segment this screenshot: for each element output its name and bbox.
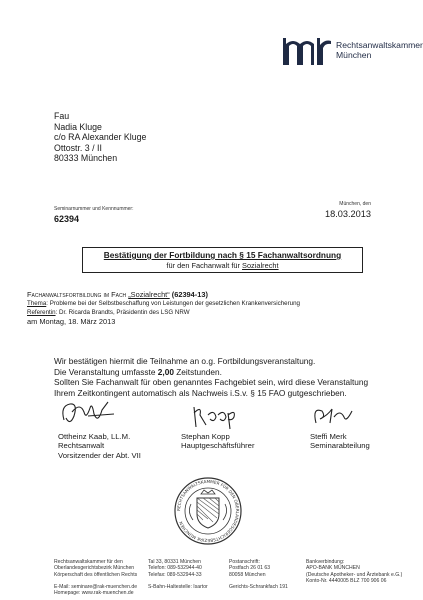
confirmation-line3: Sollten Sie Fachanwalt für oben genanntes Fachgebiet sein, wird diese Veranstaltung <box>54 377 369 387</box>
org-name-line2: München <box>336 50 372 60</box>
course-prefix: Fachanwaltsfortbildung im Fach <box>27 290 129 299</box>
footer-line: Tal 33, 80331 München <box>148 559 201 565</box>
footer-line: Rechtsanwaltskammer für den <box>54 559 123 565</box>
speaker-text: : Dr. Ricarda Brandts, Präsidentin des LSG NRW <box>55 309 190 316</box>
course-topic <box>27 299 300 308</box>
signatory-role: Rechtsanwalt <box>58 441 105 451</box>
signatory-kaab <box>58 432 141 460</box>
recipient-city: 80333 München <box>54 153 118 164</box>
topic-text: : Probleme bei der Selbstbeschaffung von Leistungen der gesetzlichen Krankenversicherung <box>46 300 300 307</box>
recipient-salutation: Fau <box>54 111 70 121</box>
confirmation-heading-box <box>82 247 363 273</box>
footer-line: S-Bahn-Haltestelle: Isartor <box>148 584 208 591</box>
footer-bank <box>306 559 402 584</box>
hours-value: 2,00 <box>157 366 174 377</box>
hours-prefix: Die Veranstaltung umfasste <box>54 366 158 377</box>
signature-merk-icon <box>310 403 358 429</box>
heading-subtitle <box>83 261 362 270</box>
official-seal-icon <box>173 476 243 546</box>
confirmation-line1: Wir bestätigen hiermit die Teilnahme an o.g. Fortbildungsveranstaltung. <box>54 356 316 366</box>
footer-line: APO-BANK MÜNCHEN <box>306 565 360 572</box>
footer-line: 80058 München <box>229 571 266 578</box>
footer-chamber <box>54 559 137 597</box>
heading-sub-field: Sozialrecht <box>242 261 279 270</box>
course-details <box>27 290 300 326</box>
letter-date: 18.03.2013 <box>325 209 371 219</box>
footer-phone: Telefon: 089-532944-40 <box>148 565 202 572</box>
footer-line: Konto-Nr. 4440005 BLZ 700 906 06 <box>306 577 387 584</box>
course-speaker <box>27 308 300 317</box>
course-line <box>27 290 300 299</box>
signatory-name: Ottheinz Kaab, LL.M. <box>58 432 131 441</box>
course-date: am Montag, 18. März 2013 <box>27 317 116 326</box>
footer-email[interactable]: E-Mail: seminare@rak-muenchen.de <box>54 584 138 591</box>
signatory-role-2: Vorsitzender der Abt. VII <box>58 450 141 460</box>
signatory-name: Steffi Merk <box>310 432 347 441</box>
recipient-name: Nadia Kluge <box>54 121 102 132</box>
footer-fax: Telefax: 089-532944-33 <box>148 571 202 578</box>
footer-line: Oberlandesgerichtsbezirk München <box>54 565 135 572</box>
signatory-merk <box>310 432 370 451</box>
recipient-address <box>54 111 146 164</box>
seminar-number-label: Seminarnummer und Kennnummer: <box>54 206 134 212</box>
speaker-label: Referentin <box>27 309 56 316</box>
signature-kaab-icon <box>58 398 118 432</box>
signatory-role: Seminarabteilung <box>310 441 370 451</box>
place-label: München, den <box>339 201 371 207</box>
footer-line: Postfach 26 01 63 <box>229 565 271 572</box>
heading-sub-prefix: für den Fachanwalt für <box>166 261 243 270</box>
footer-postal <box>229 559 288 590</box>
recipient-street: Ottostr. 3 / II <box>54 142 102 153</box>
footer-address <box>148 559 208 590</box>
org-name-line1: Rechtsanwaltskammer <box>336 40 423 50</box>
recipient-co: c/o RA Alexander Kluge <box>54 132 147 143</box>
chamber-logo-icon <box>283 35 331 65</box>
confirmation-line4: Ihrem Zeitkontingent automatisch als Nachweis i.S.v. § 15 FAO gutgeschrieben. <box>54 387 347 398</box>
signatory-name: Stephan Kopp <box>181 432 230 441</box>
footer-homepage[interactable]: Homepage: www.rak-muenchen.de <box>54 590 134 597</box>
heading-title: Bestätigung der Fortbildung nach § 15 Fachanwaltsordnung <box>103 250 342 260</box>
signatory-role: Hauptgeschäftsführer <box>181 441 255 451</box>
topic-label: Thema <box>27 300 47 307</box>
course-subject: „Sozialrecht“ <box>128 290 170 299</box>
footer-line: Gerichts-Schrankfach 191 <box>229 584 288 591</box>
course-code: (62394-13) <box>169 290 208 299</box>
footer-line: Bankverbindung: <box>306 559 345 565</box>
footer-line: Körperschaft des öffentlichen Rechts <box>54 571 138 578</box>
signatory-kopp <box>181 432 255 451</box>
confirmation-line2 <box>54 367 368 378</box>
letterhead-org-name <box>336 40 423 60</box>
signature-kopp-icon <box>190 401 246 431</box>
seminar-number: 62394 <box>54 214 80 224</box>
seal-text: RECHTSANWALTSKAMMER FÜR DEN OBERLANDESGERICHTSBEZIRK MÜNCHEN <box>175 478 241 544</box>
hours-suffix: Zeitstunden. <box>173 366 222 377</box>
footer-line: (Deutsche Apotheker- und Ärztebank e.G.) <box>306 571 403 578</box>
footer-line: Postanschrift: <box>229 559 260 565</box>
confirmation-text <box>54 356 368 398</box>
